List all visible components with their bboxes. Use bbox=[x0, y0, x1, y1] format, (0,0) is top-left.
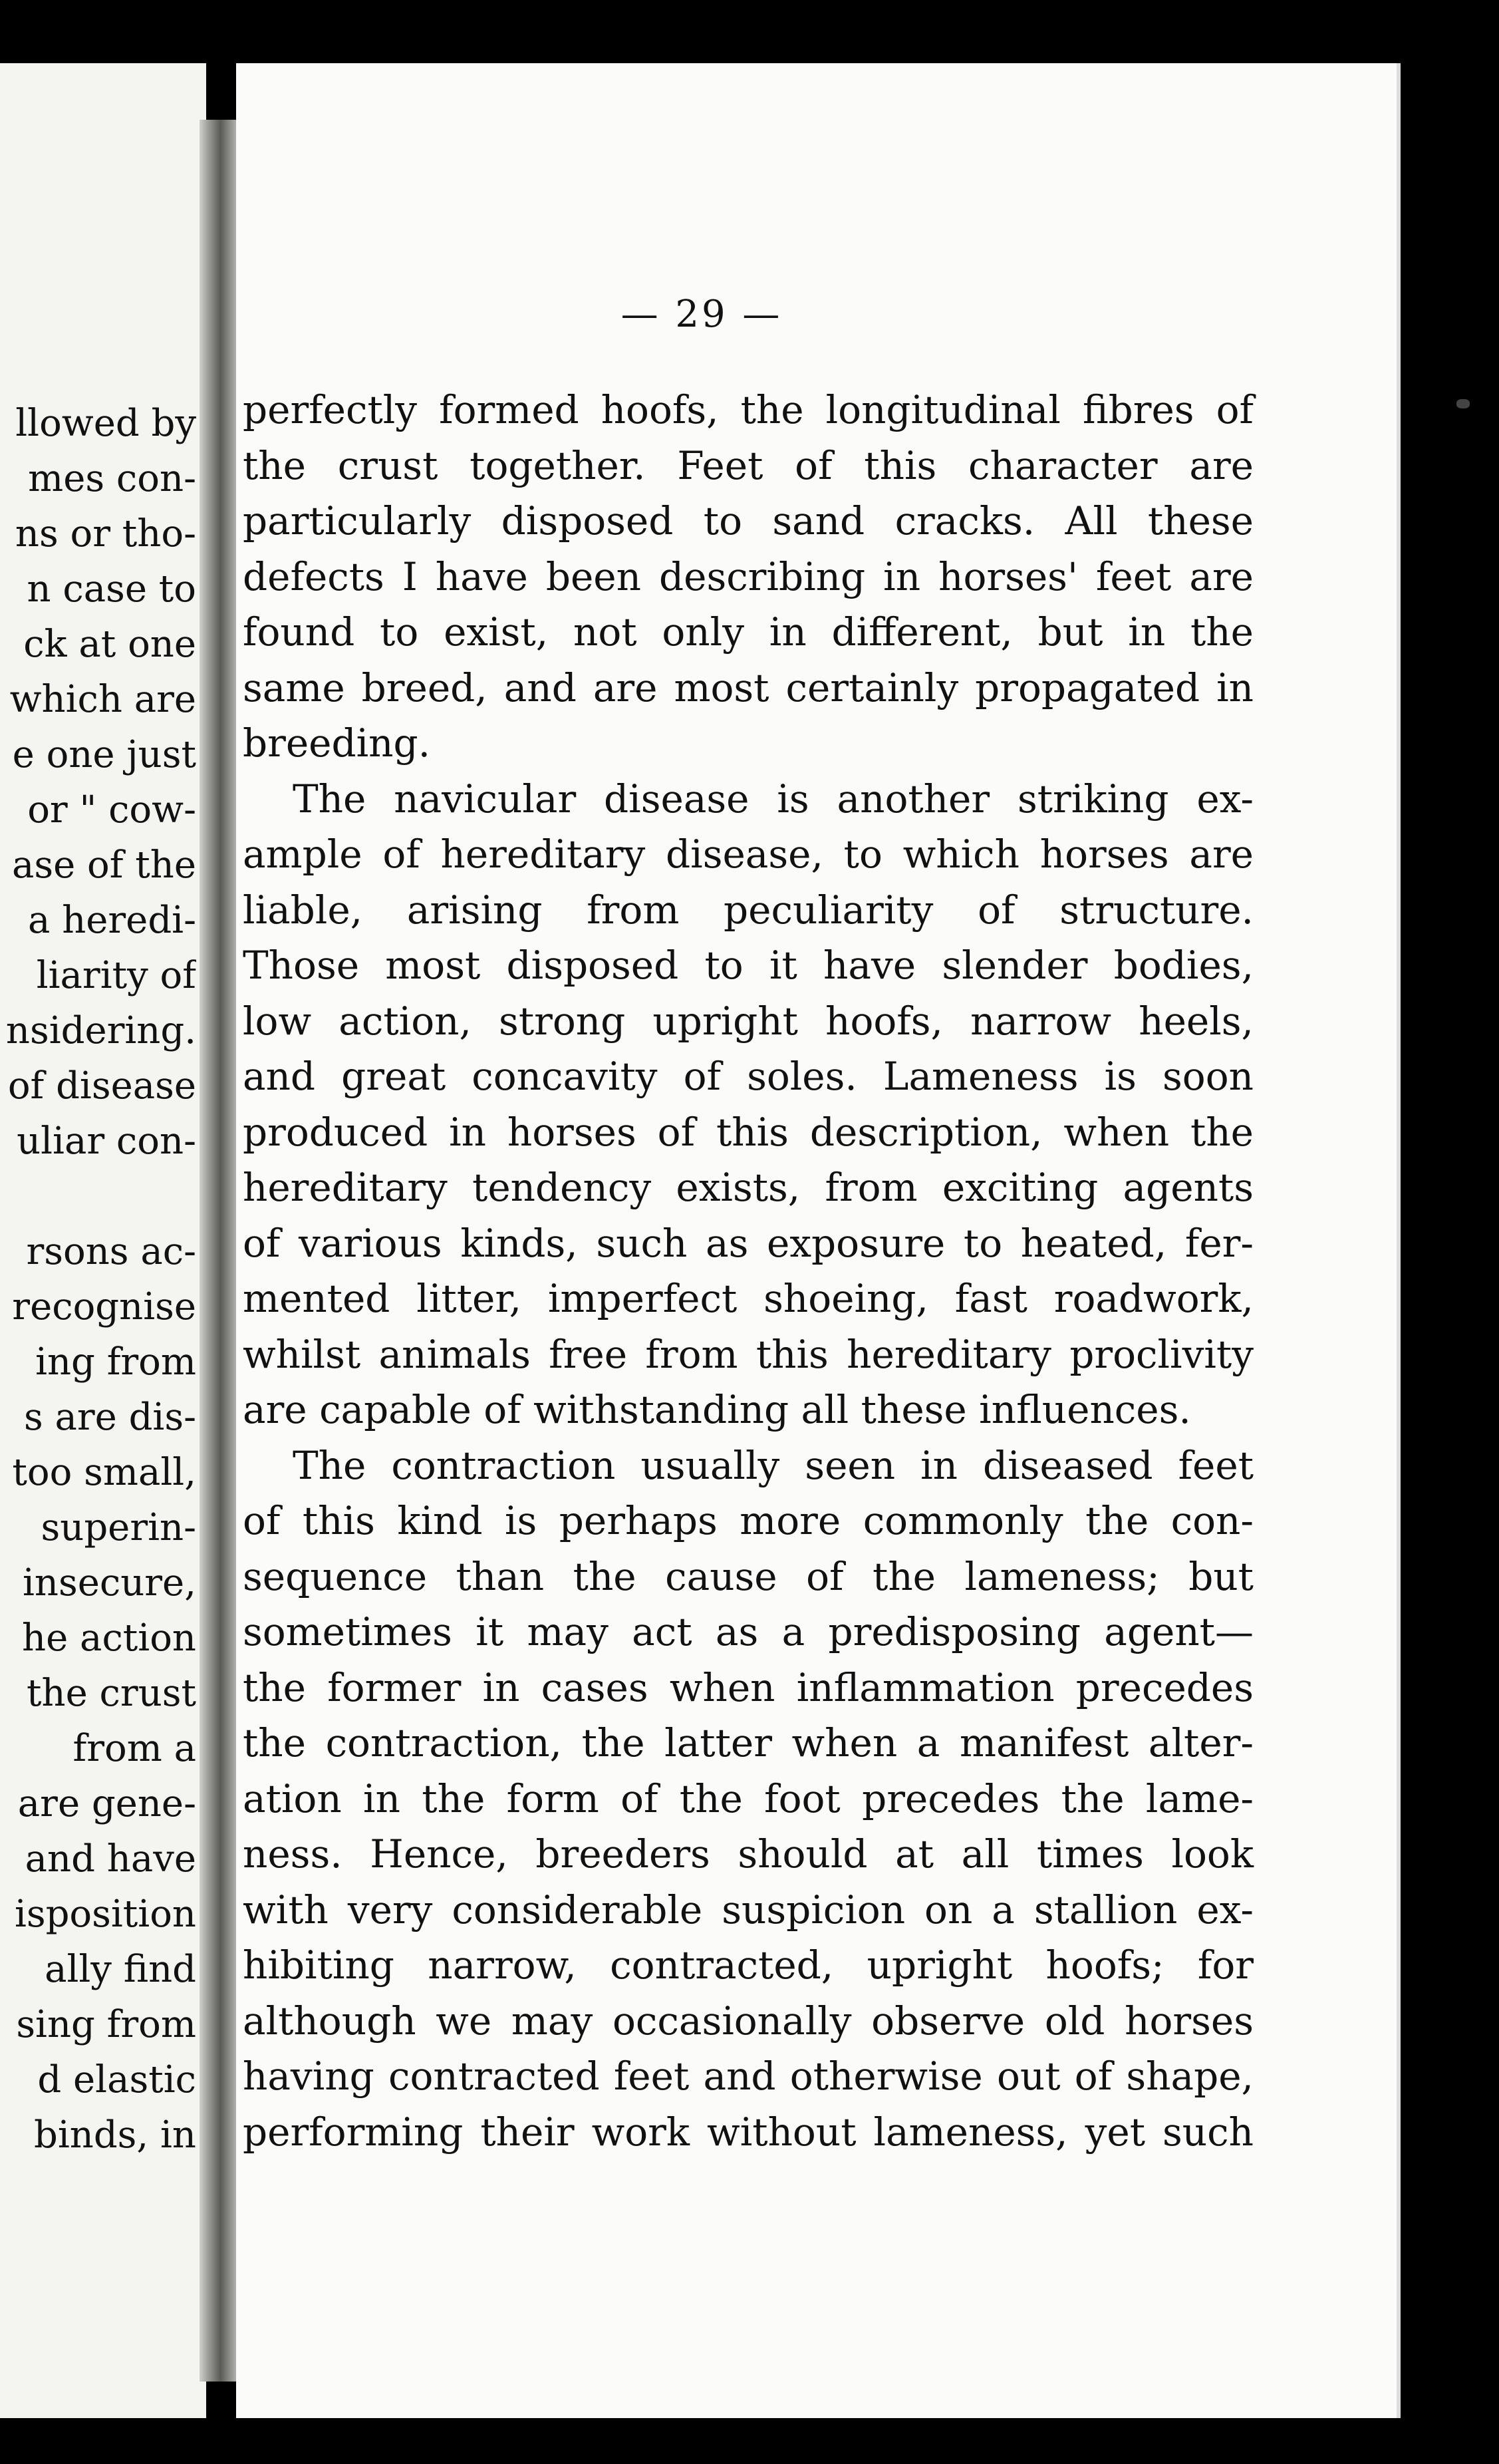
facing-page-line: binds, in bbox=[34, 2113, 196, 2157]
text-line: sometimes it may act as a predisposing agent— bbox=[243, 1609, 1254, 1654]
facing-page-line: recognise bbox=[12, 1285, 196, 1328]
facing-page-text bbox=[0, 396, 196, 2163]
text-line: are capable of withstanding all these influences. bbox=[243, 1387, 1191, 1432]
text-line: hereditary tendency exists, from exciting agents bbox=[243, 1165, 1254, 1210]
facing-page-line: ns or tho- bbox=[15, 512, 196, 555]
facing-page-line: n case to bbox=[27, 567, 196, 611]
text-line: the crust together. Feet of this character are bbox=[243, 442, 1254, 488]
text-line: hibiting narrow, contracted, upright hoofs; for bbox=[243, 1942, 1254, 1988]
text-line: the former in cases when inflammation precedes bbox=[243, 1664, 1254, 1710]
text-line: The contraction usually seen in diseased feet bbox=[293, 1442, 1254, 1488]
facing-page-line: nsidering. bbox=[5, 1009, 196, 1052]
facing-page-line: the crust bbox=[27, 1672, 196, 1715]
facing-page-line: ck at one bbox=[23, 623, 196, 666]
text-line: and great concavity of soles. Lameness is soon bbox=[243, 1054, 1254, 1099]
facing-page-line: ally find bbox=[45, 1948, 196, 1991]
facing-page-line: isposition bbox=[14, 1893, 196, 1936]
text-line: ation in the form of the foot precedes the lame- bbox=[243, 1775, 1254, 1821]
text-line: the contraction, the latter when a manifest alter- bbox=[243, 1720, 1254, 1766]
facing-page-line: a heredi- bbox=[28, 899, 196, 942]
facing-page-line: llowed by bbox=[15, 402, 196, 445]
facing-page-line: and have bbox=[25, 1837, 196, 1881]
main-page bbox=[236, 63, 1397, 2418]
facing-page bbox=[0, 63, 206, 2418]
facing-page-line: s are dis- bbox=[23, 1396, 196, 1439]
text-line: Those most disposed to it have slender bodies, bbox=[243, 943, 1254, 988]
body-text bbox=[243, 383, 1254, 2160]
facing-page-line: insecure, bbox=[23, 1561, 196, 1605]
text-line: mented litter, imperfect shoeing, fast roadwork, bbox=[243, 1276, 1254, 1321]
text-line: performing their work without lameness, yet such bbox=[243, 2109, 1254, 2155]
text-line: with very considerable suspicion on a stallion ex- bbox=[243, 1887, 1254, 1932]
facing-page-line: too small, bbox=[12, 1451, 196, 1494]
text-line: breeding. bbox=[243, 720, 431, 766]
facing-page-line: e one just bbox=[12, 733, 196, 776]
text-line: perfectly formed hoofs, the longitudinal fibres of bbox=[243, 387, 1254, 432]
facing-page-line: sing from bbox=[16, 2003, 196, 2046]
text-line: ample of hereditary disease, to which horses are bbox=[243, 832, 1254, 877]
facing-page-line: uliar con- bbox=[17, 1120, 196, 1163]
ink-speck bbox=[1456, 399, 1470, 408]
text-line: having contracted feet and otherwise out of shape, bbox=[243, 2054, 1254, 2099]
facing-page-line: from a bbox=[72, 1727, 196, 1770]
facing-page-line: are gene- bbox=[17, 1782, 196, 1825]
facing-page-line: ase of the bbox=[11, 844, 196, 887]
text-line: sequence than the cause of the lameness; but bbox=[243, 1553, 1254, 1599]
text-line: of various kinds, such as exposure to heated, fer- bbox=[243, 1220, 1254, 1266]
facing-page-line: of disease bbox=[7, 1064, 196, 1108]
text-line: of this kind is perhaps more commonly the con- bbox=[243, 1498, 1254, 1543]
text-line: found to exist, not only in different, but in the bbox=[243, 609, 1254, 655]
facing-page-line: ing from bbox=[35, 1340, 196, 1384]
facing-page-line: liarity of bbox=[36, 954, 196, 997]
facing-page-line: which are bbox=[9, 678, 196, 721]
facing-page-line bbox=[0, 1169, 196, 1224]
facing-page-line: or " cow- bbox=[27, 788, 196, 832]
text-line: liable, arising from peculiarity of structure. bbox=[243, 887, 1254, 933]
facing-page-line: mes con- bbox=[28, 457, 196, 500]
facing-page-line: he action bbox=[22, 1617, 196, 1660]
text-line: particularly disposed to sand cracks. All these bbox=[243, 498, 1254, 543]
text-line: although we may occasionally observe old horses bbox=[243, 1998, 1254, 2044]
text-line: ness. Hence, breeders should at all times look bbox=[243, 1831, 1254, 1877]
text-line: The navicular disease is another striking ex- bbox=[293, 776, 1254, 822]
facing-page-line: rsons ac- bbox=[26, 1230, 196, 1273]
text-line: defects I have been describing in horses' feet are bbox=[243, 553, 1254, 599]
facing-page-line: superin- bbox=[41, 1506, 196, 1549]
text-line: low action, strong upright hoofs, narrow heels, bbox=[243, 998, 1254, 1044]
text-line: same breed, and are most certainly propagated in bbox=[243, 665, 1254, 710]
text-line: whilst animals free from this hereditary proclivity bbox=[243, 1331, 1254, 1377]
text-line: produced in horses of this description, when the bbox=[243, 1109, 1254, 1155]
page-number: — 29 — bbox=[620, 293, 783, 336]
facing-page-line: d elastic bbox=[37, 2058, 196, 2101]
